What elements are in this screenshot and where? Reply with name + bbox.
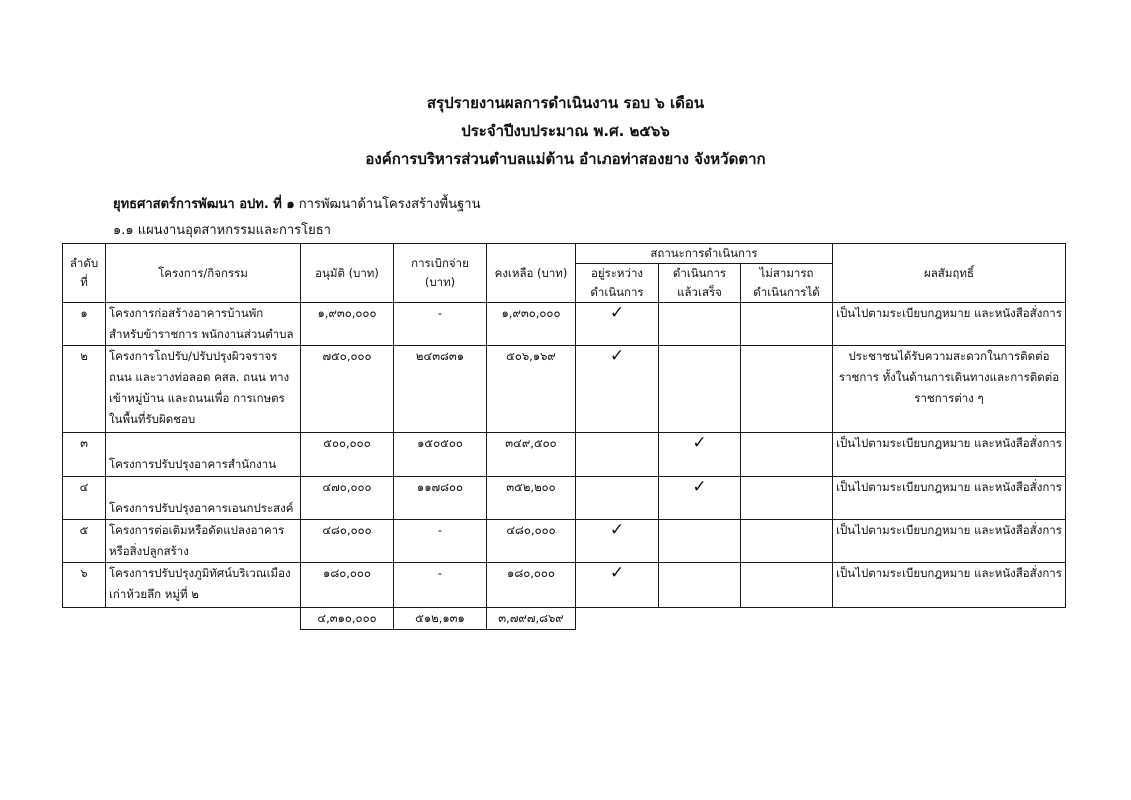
table-row: [63, 433, 1066, 477]
row-result: เป็นไปตามระเบียบกฎหมาย และหนังสือสั่งการ: [833, 477, 1066, 520]
row-unable-cell: [741, 433, 833, 477]
total-disbursed: ๕๑๒,๑๓๑: [394, 608, 487, 630]
row-project: โครงการก่อสร้างอาคารบ้านพัก สำหรับข้าราชการ พนักงานส่วนตำบล: [106, 303, 301, 346]
col-remaining-header: คงเหลือ (บาท): [487, 244, 576, 303]
row-disbursed: ๑๑๗๘๐๐: [394, 477, 487, 520]
check-mark-icon: ✓: [692, 477, 707, 497]
row-project: โครงการปรับปรุงอาคารเอนกประสงค์: [109, 501, 294, 515]
row-completed-cell: [659, 303, 741, 346]
row-result: เป็นไปตามระเบียบกฎหมาย และหนังสือสั่งการ: [833, 303, 1066, 346]
total-approved: ๔,๓๑๐,๐๐๐: [301, 608, 394, 630]
check-mark-icon: ✓: [609, 346, 625, 366]
row-disbursed: -: [394, 303, 487, 346]
table-row: [63, 477, 1066, 520]
row-result: เป็นไปตามระเบียบกฎหมาย และหนังสือสั่งการ: [833, 520, 1066, 563]
table-row: [63, 563, 1066, 608]
table-header-row: [63, 244, 1066, 264]
row-unable-cell: [741, 563, 833, 608]
organization-title: องค์การบริหารส่วนตำบลแม่ต้าน อำเภอท่าสองยาง จังหวัดตาก: [365, 150, 766, 168]
table-row: [63, 346, 1066, 433]
row-result: ประชาชนได้รับความสะดวกในการติดต่อ ราชการ ทั้งในด้านการเดินทางและการติดต่อ ราชการต่าง ๆ: [833, 346, 1066, 433]
strategy-text: การพัฒนาด้านโครงสร้างพื้นฐาน: [298, 197, 481, 212]
col-status-header: สถานะการดำเนินการ: [576, 244, 833, 264]
row-completed-cell: [659, 346, 741, 433]
row-disbursed: ๑๕๐๕๐๐: [394, 433, 487, 477]
row-project: โครงการปรับปรุงภูมิทัศน์บริเวณเมือง เก่าห้วยลึก หมู่ที่ ๒: [106, 563, 301, 608]
total-remaining: ๓,๗๙๗,๘๖๙: [487, 608, 576, 630]
report-title: สรุปรายงานผลการดำเนินงาน รอบ ๖ เดือน: [426, 94, 705, 112]
check-mark-icon: ✓: [609, 303, 625, 323]
row-result: เป็นไปตามระเบียบกฎหมาย และหนังสือสั่งการ: [833, 433, 1066, 477]
row-remaining: ๔๘๐,๐๐๐: [487, 520, 576, 563]
row-no: ๑: [63, 303, 106, 346]
row-in-progress-cell: [576, 433, 659, 477]
strategy-line: [113, 196, 480, 214]
totals-row: [63, 608, 1066, 630]
table-row: [63, 520, 1066, 563]
row-unable-cell: [741, 346, 833, 433]
check-mark-icon: ✓: [609, 520, 625, 540]
row-project: โครงการต่อเติมหรือดัดแปลงอาคาร หรือสิ่งปลูกสร้าง: [106, 520, 301, 563]
row-in-progress-cell: [576, 477, 659, 520]
row-approved: ๑,๙๓๐,๐๐๐: [301, 303, 394, 346]
col-in-progress-header: อยู่ระหว่าง ดำเนินการ: [576, 264, 659, 303]
row-unable-cell: [741, 303, 833, 346]
row-no: ๓: [63, 433, 106, 477]
row-no: ๔: [63, 477, 106, 520]
row-completed-cell: [659, 520, 741, 563]
col-no-header: ลำดับ ที่: [63, 244, 106, 303]
col-result-header: ผลสัมฤทธิ์: [833, 244, 1066, 303]
row-approved: ๔๘๐,๐๐๐: [301, 520, 394, 563]
check-mark-icon: ✓: [609, 563, 625, 583]
check-mark-icon: ✓: [692, 433, 707, 453]
row-approved: ๑๘๐,๐๐๐: [301, 563, 394, 608]
row-approved: ๕๐๐,๐๐๐: [301, 433, 394, 477]
row-disbursed: -: [394, 520, 487, 563]
col-disbursed-header: การเบิกจ่าย (บาท): [394, 244, 487, 303]
strategy-label: ยุทธศาสตร์การพัฒนา อปท. ที่ ๑: [113, 197, 295, 212]
row-project: โครงการปรับปรุงอาคารสำนักงาน: [109, 457, 277, 471]
row-no: ๖: [63, 563, 106, 608]
row-remaining: ๓๔๙,๕๐๐: [487, 433, 576, 477]
row-project: โครงการโถปรับ/ปรับปรุงผิวจราจร ถนน และวางท่อลอด คสล. ถนน ทางเข้าหมู่บ้าน และถนนเพื่อ การเกษตร ในพื้นที่รับผิดชอบ: [106, 346, 301, 433]
row-remaining: ๓๕๒,๒๐๐: [487, 477, 576, 520]
report-table: [62, 243, 1066, 630]
row-remaining: ๕๐๖,๑๖๙: [487, 346, 576, 433]
col-approved-header: อนุมัติ (บาท): [301, 244, 394, 303]
col-project-header: โครงการ/กิจกรรม: [106, 244, 301, 303]
row-approved: ๗๕๐,๐๐๐: [301, 346, 394, 433]
row-remaining: ๑๘๐,๐๐๐: [487, 563, 576, 608]
row-unable-cell: [741, 520, 833, 563]
row-disbursed: ๒๔๓๘๓๑: [394, 346, 487, 433]
row-result: เป็นไปตามระเบียบกฎหมาย และหนังสือสั่งการ: [833, 563, 1066, 608]
row-remaining: ๑,๙๓๐,๐๐๐: [487, 303, 576, 346]
row-completed-cell: [659, 563, 741, 608]
fiscal-year-title: ประจำปีงบประมาณ พ.ศ. ๒๕๖๖: [461, 122, 670, 140]
plan-line: ๑.๑ แผนงานอุตสาหกรรมและการโยธา: [113, 223, 331, 238]
row-approved: ๔๗๐,๐๐๐: [301, 477, 394, 520]
col-unable-header: ไม่สามารถ ดำเนินการได้: [741, 264, 833, 303]
table-row: [63, 303, 1066, 346]
row-no: ๕: [63, 520, 106, 563]
col-completed-header: ดำเนินการ แล้วเสร็จ: [659, 264, 741, 303]
row-unable-cell: [741, 477, 833, 520]
row-no: ๒: [63, 346, 106, 433]
row-disbursed: -: [394, 563, 487, 608]
